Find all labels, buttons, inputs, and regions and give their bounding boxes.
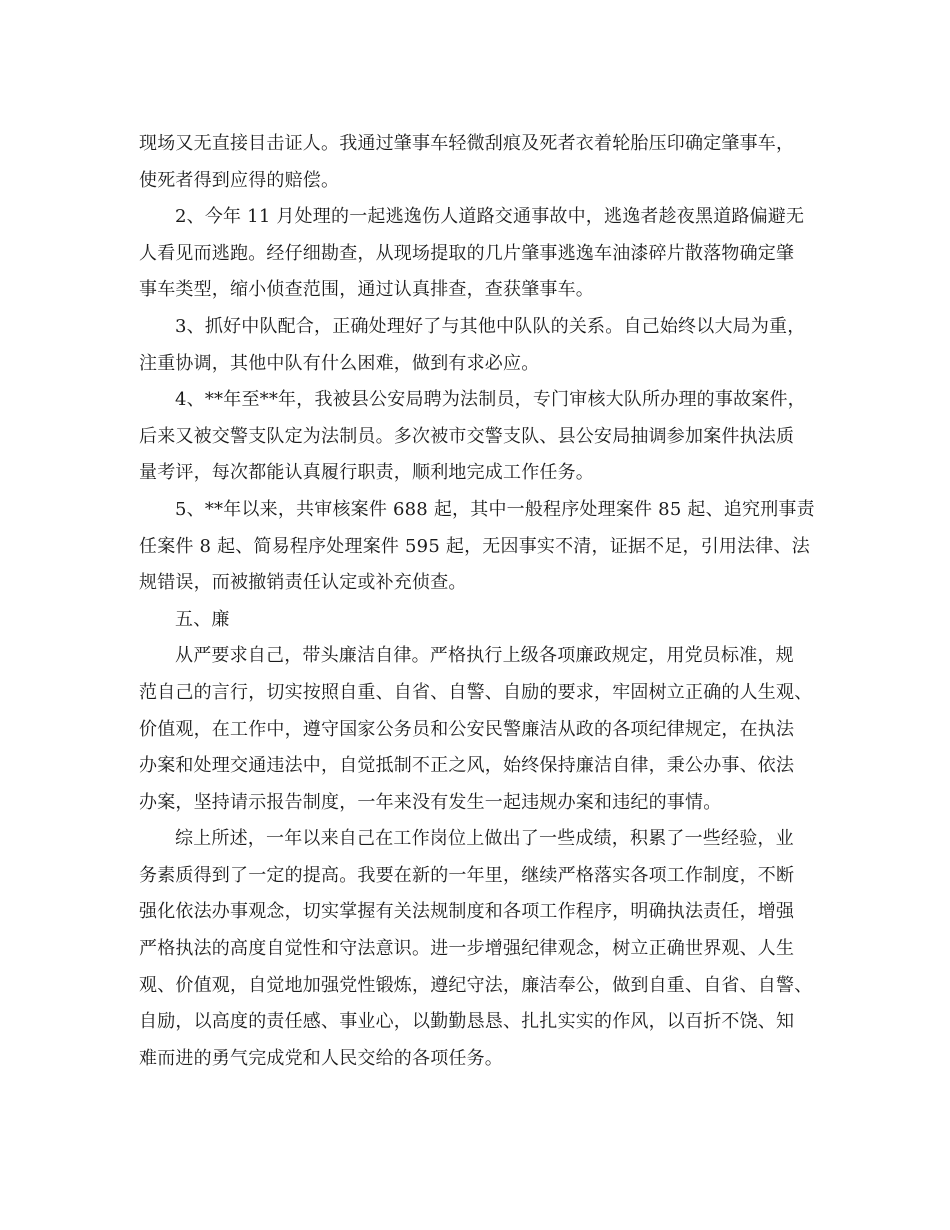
paragraph-first-line: 综上所述，一年以来自己在工作岗位上做出了一些成绩，积累了一些经验，业 (175, 828, 794, 850)
paragraph-line: 观、价值观，自觉地加强党性锻炼，遵纪守法，廉洁奉公，做到自重、自省、自警、 (139, 974, 813, 996)
paragraph-first-line: 2、今年 11 月处理的一起逃逸伤人道路交通事故中，逃逸者趁夜黑道路偏避无 (175, 206, 805, 228)
paragraph-line: 强化依法办事观念，切实掌握有关法规制度和各项工作程序，明确执法责任，增强 (139, 901, 795, 923)
paragraph-line: 后来又被交警支队定为法制员。多次被市交警支队、县公安局抽调参加案件执法质 (139, 425, 795, 447)
paragraph-line: 任案件 8 起、简易程序处理案件 595 起，无因事实不清，证据不足，引用法律、法 (139, 535, 810, 557)
paragraph-line: 范自己的言行，切实按照自重、自省、自警、自励的要求，牢固树立正确的人生观、 (139, 681, 813, 703)
paragraph-line: 使死者得到应得的赔偿。 (139, 169, 340, 191)
paragraph-first-line: 4、**年至**年，我被县公安局聘为法制员，专门审核大队所办理的事故案件， (175, 389, 806, 411)
paragraph-line: 价值观，在工作中，遵守国家公务员和公安民警廉洁从政的各项纪律规定，在执法 (139, 718, 795, 740)
paragraph-line: 规错误，而被撤销责任认定或补充侦查。 (139, 572, 467, 594)
paragraph-line: 自励，以高度的责任感、事业心，以勤勤恳恳、扎扎实实的作风，以百折不饶、知 (139, 1011, 795, 1033)
paragraph-line: 现场又无直接目击证人。我通过肇事车轻微刮痕及死者衣着轮胎压印确定肇事车， (139, 133, 795, 154)
document-body (139, 126, 819, 1077)
paragraph-first-line: 5、**年以来，共审核案件 688 起，其中一般程序处理案件 85 起、追究刑事责 (175, 498, 815, 520)
paragraph-line: 人看见而逃跑。经仔细勘查，从现场提取的几片肇事逃逸车油漆碎片散落物确定肇 (139, 242, 795, 264)
paragraph-line: 严格执法的高度自觉性和守法意识。进一步增强纪律观念，树立正确世界观、人生 (139, 938, 795, 960)
paragraph-line: 注重协调，其他中队有什么困难，做到有求必应。 (139, 352, 540, 374)
paragraph-line: 难而进的勇气完成党和人民交给的各项任务。 (139, 1047, 503, 1069)
paragraph-line: 务素质得到了一定的提高。我要在新的一年里，继续严格落实各项工作制度，不断 (139, 864, 795, 886)
paragraph-first-line: 3、抓好中队配合，正确处理好了与其他中队队的关系。自己始终以大局为重， (175, 315, 806, 337)
paragraph-line: 事车类型，缩小侦查范围，通过认真排查，查获肇事车。 (139, 279, 594, 301)
paragraph-first-line: 五、廉 (175, 608, 230, 630)
paragraph-line: 办案，坚持请示报告制度，一年来没有发生一起违规办案和违纪的事情。 (139, 791, 722, 813)
paragraph-line: 量考评，每次都能认真履行职责，顺利地完成工作任务。 (139, 462, 594, 484)
paragraph-first-line: 从严要求自己，带头廉洁自律。严格执行上级各项廉政规定，用党员标准，规 (175, 645, 794, 667)
paragraph-line: 办案和处理交通违法中，自觉抵制不正之风，始终保持廉洁自律，秉公办事、依法 (139, 755, 795, 777)
